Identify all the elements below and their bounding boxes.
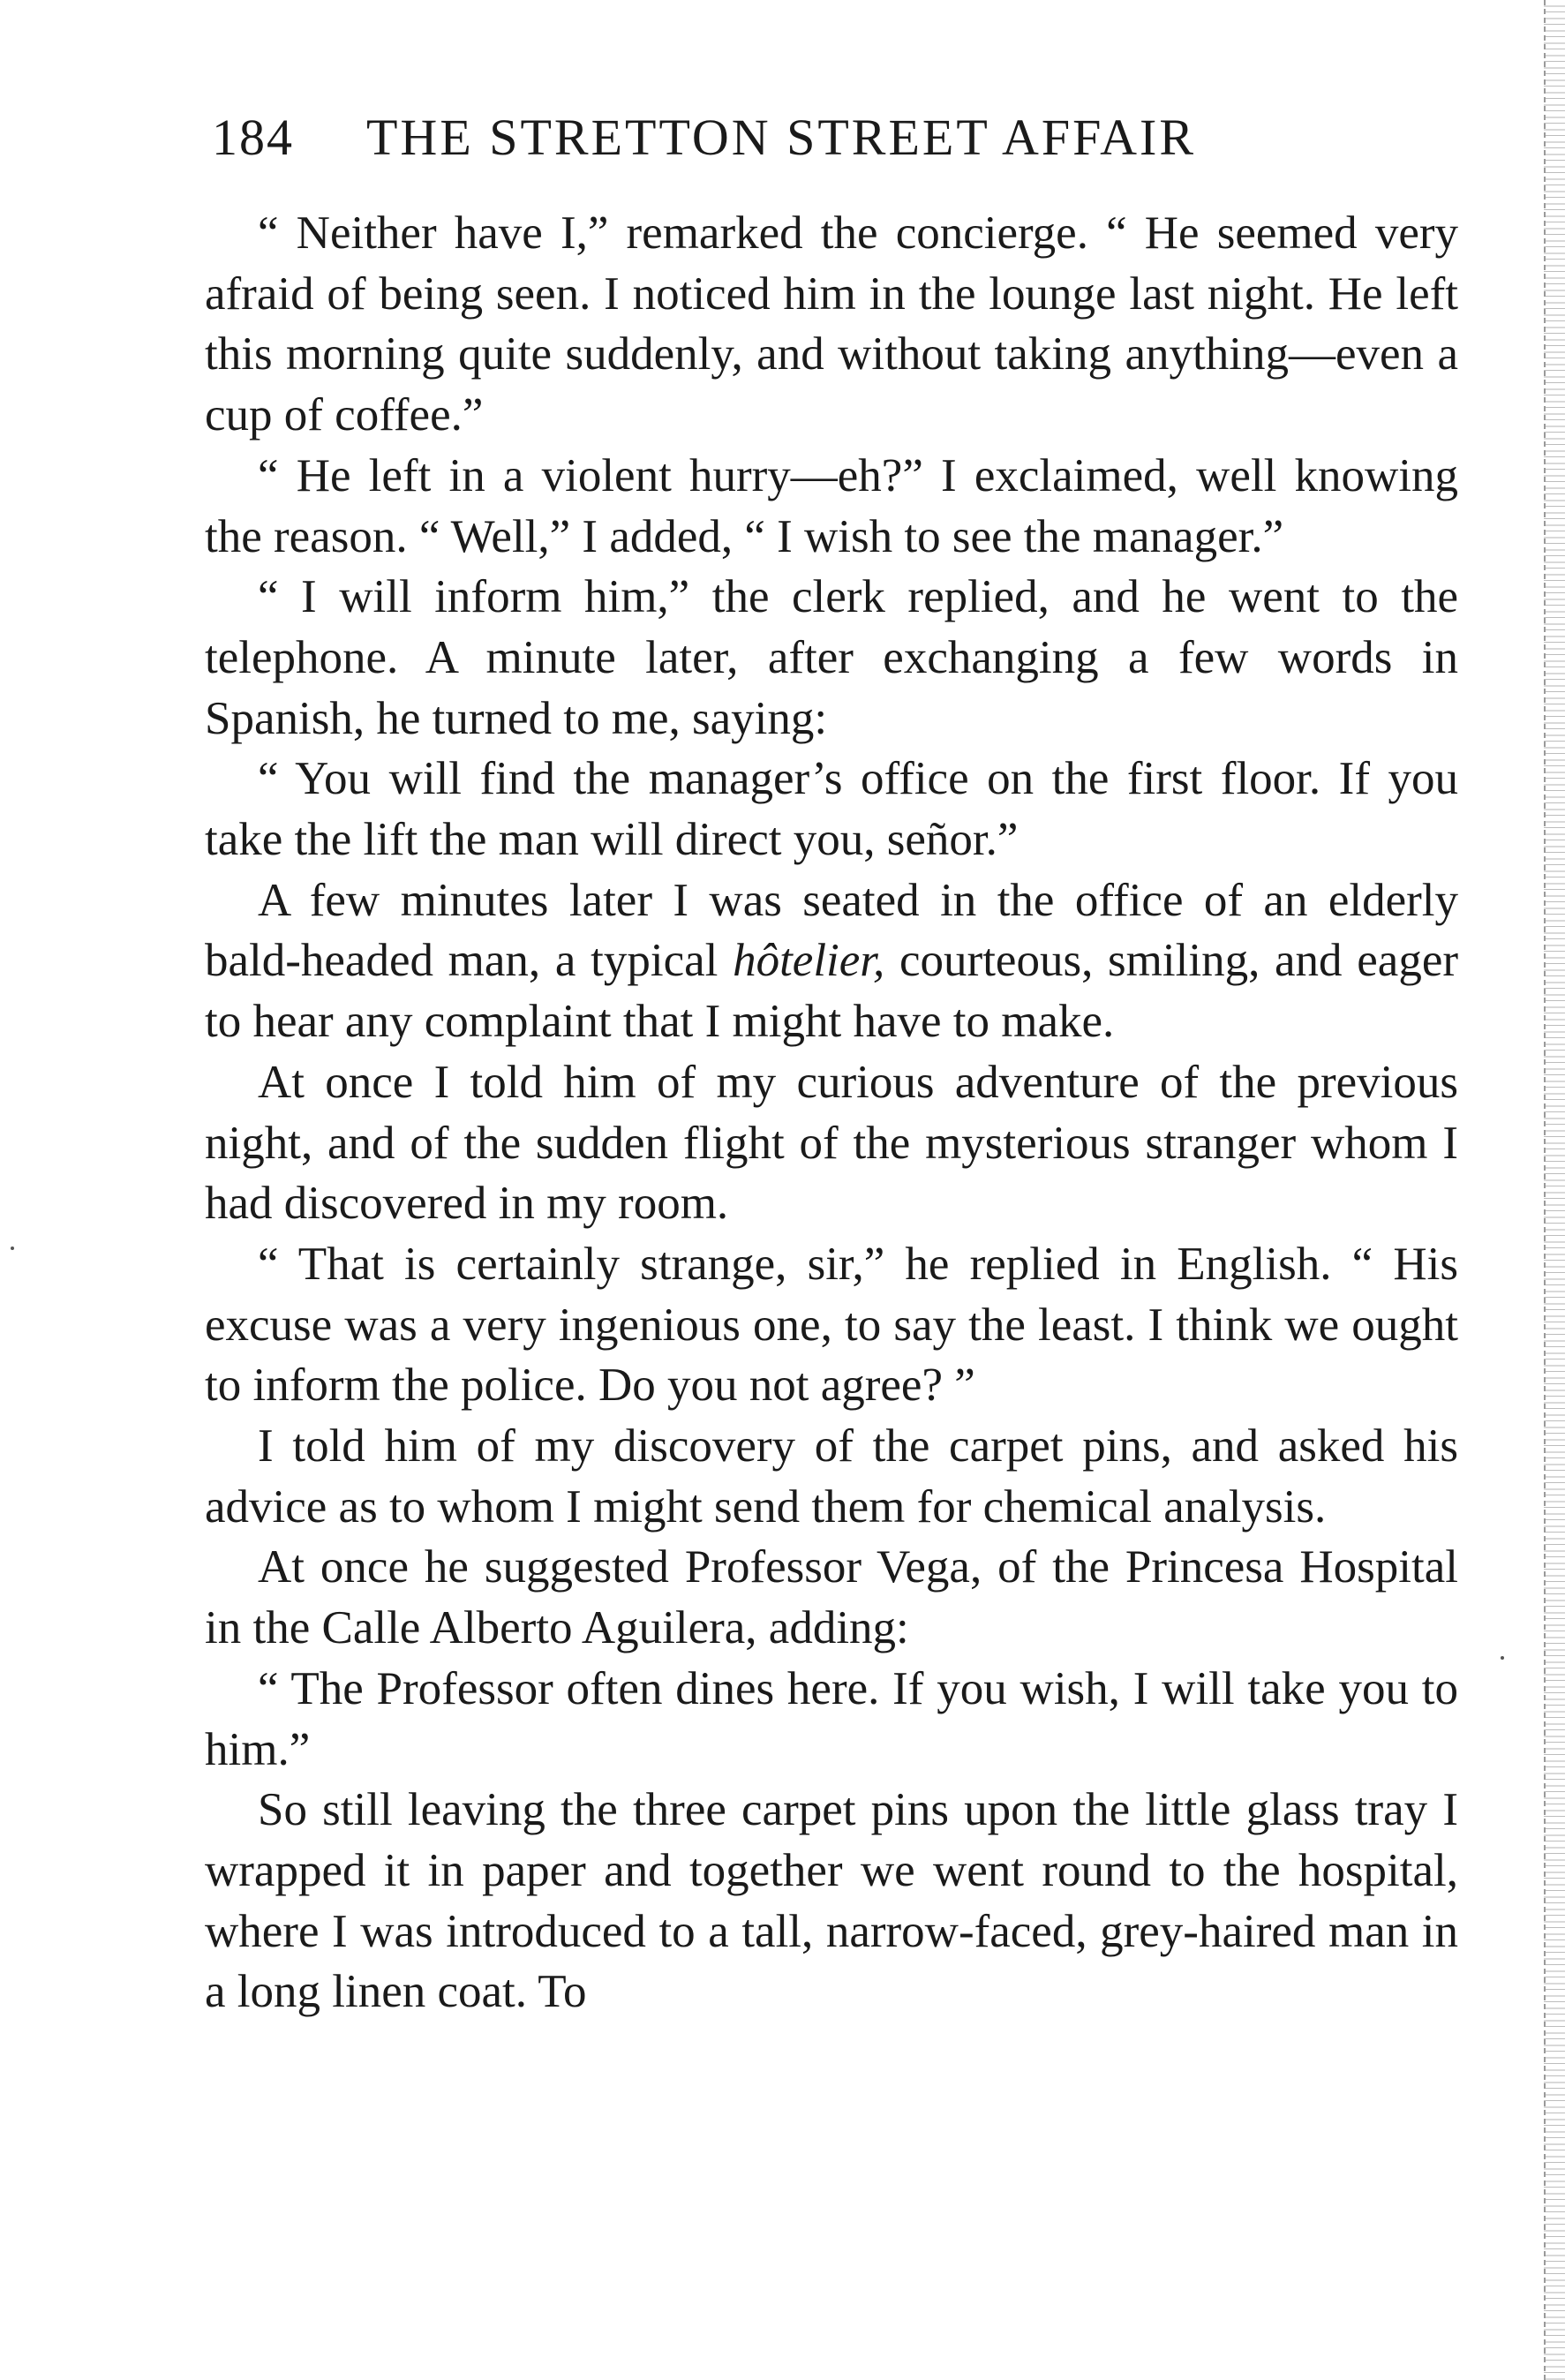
paragraph bbox=[205, 870, 1458, 1052]
paragraph: “ Neither have I,” remarked the concierge. “ He seemed very afraid of being seen. I noticed him in the lounge last night. He left this morning quite suddenly, and without taking anything—even a cup of coffee.” bbox=[205, 207, 1458, 441]
paragraph: “ I will inform him,” the clerk replied, and he went to the telephone. A minute later, after exchanging a few words in Spanish, he turned to me, saying: bbox=[205, 571, 1458, 744]
scan-speck bbox=[1501, 1656, 1504, 1660]
paragraph: “ That is certainly strange, sir,” he replied in English. “ His excuse was a very ingenious one, to say the least. I think we ought to inform the police. Do you not agree? ” bbox=[205, 1238, 1458, 1412]
paragraph: So still leaving the three carpet pins upon the little glass tray I wrapped it in paper and together we went round to the hospital, where I was introduced to a tall, narrow-faced, grey-haired man in a long linen coat. To bbox=[205, 1784, 1458, 2018]
body-text bbox=[205, 203, 1458, 2022]
paragraph: “ He left in a violent hurry—eh?” I exclaimed, well knowing the reason. “ Well,” I added, “ I wish to see the manager.” bbox=[205, 449, 1458, 562]
paragraph: At once he suggested Professor Vega, of the Princesa Hospital in the Calle Alberto Aguilera, adding: bbox=[205, 1541, 1458, 1654]
paragraph: “ You will find the manager’s office on the first floor. If you take the lift the man will direct you, señor.” bbox=[205, 753, 1458, 866]
scan-speck bbox=[11, 1246, 14, 1250]
paragraph-text: courteous, smiling, and eager to hear any complaint that I might have to make. bbox=[205, 935, 1458, 1048]
paragraph: I told him of my discovery of the carpet pins, and asked his advice as to whom I might send them for chemical analysis. bbox=[205, 1420, 1458, 1533]
book-title: THE STRETTON STREET AFFAIR bbox=[366, 109, 1197, 166]
page-number: 184 bbox=[212, 109, 294, 166]
page-binding-edge bbox=[1544, 0, 1565, 2380]
paragraph-text: A few minutes later I was seated in the office of an elderly bald-headed man, a typical bbox=[205, 874, 1458, 987]
paragraph: At once I told him of my curious adventure of the previous night, and of the sudden flight of the mysterious stranger whom I had discovered in my room. bbox=[205, 1056, 1458, 1230]
running-head bbox=[212, 108, 1465, 167]
italic-word: hôtelier, bbox=[733, 935, 885, 987]
paragraph: “ The Professor often dines here. If you wish, I will take you to him.” bbox=[205, 1662, 1458, 1775]
